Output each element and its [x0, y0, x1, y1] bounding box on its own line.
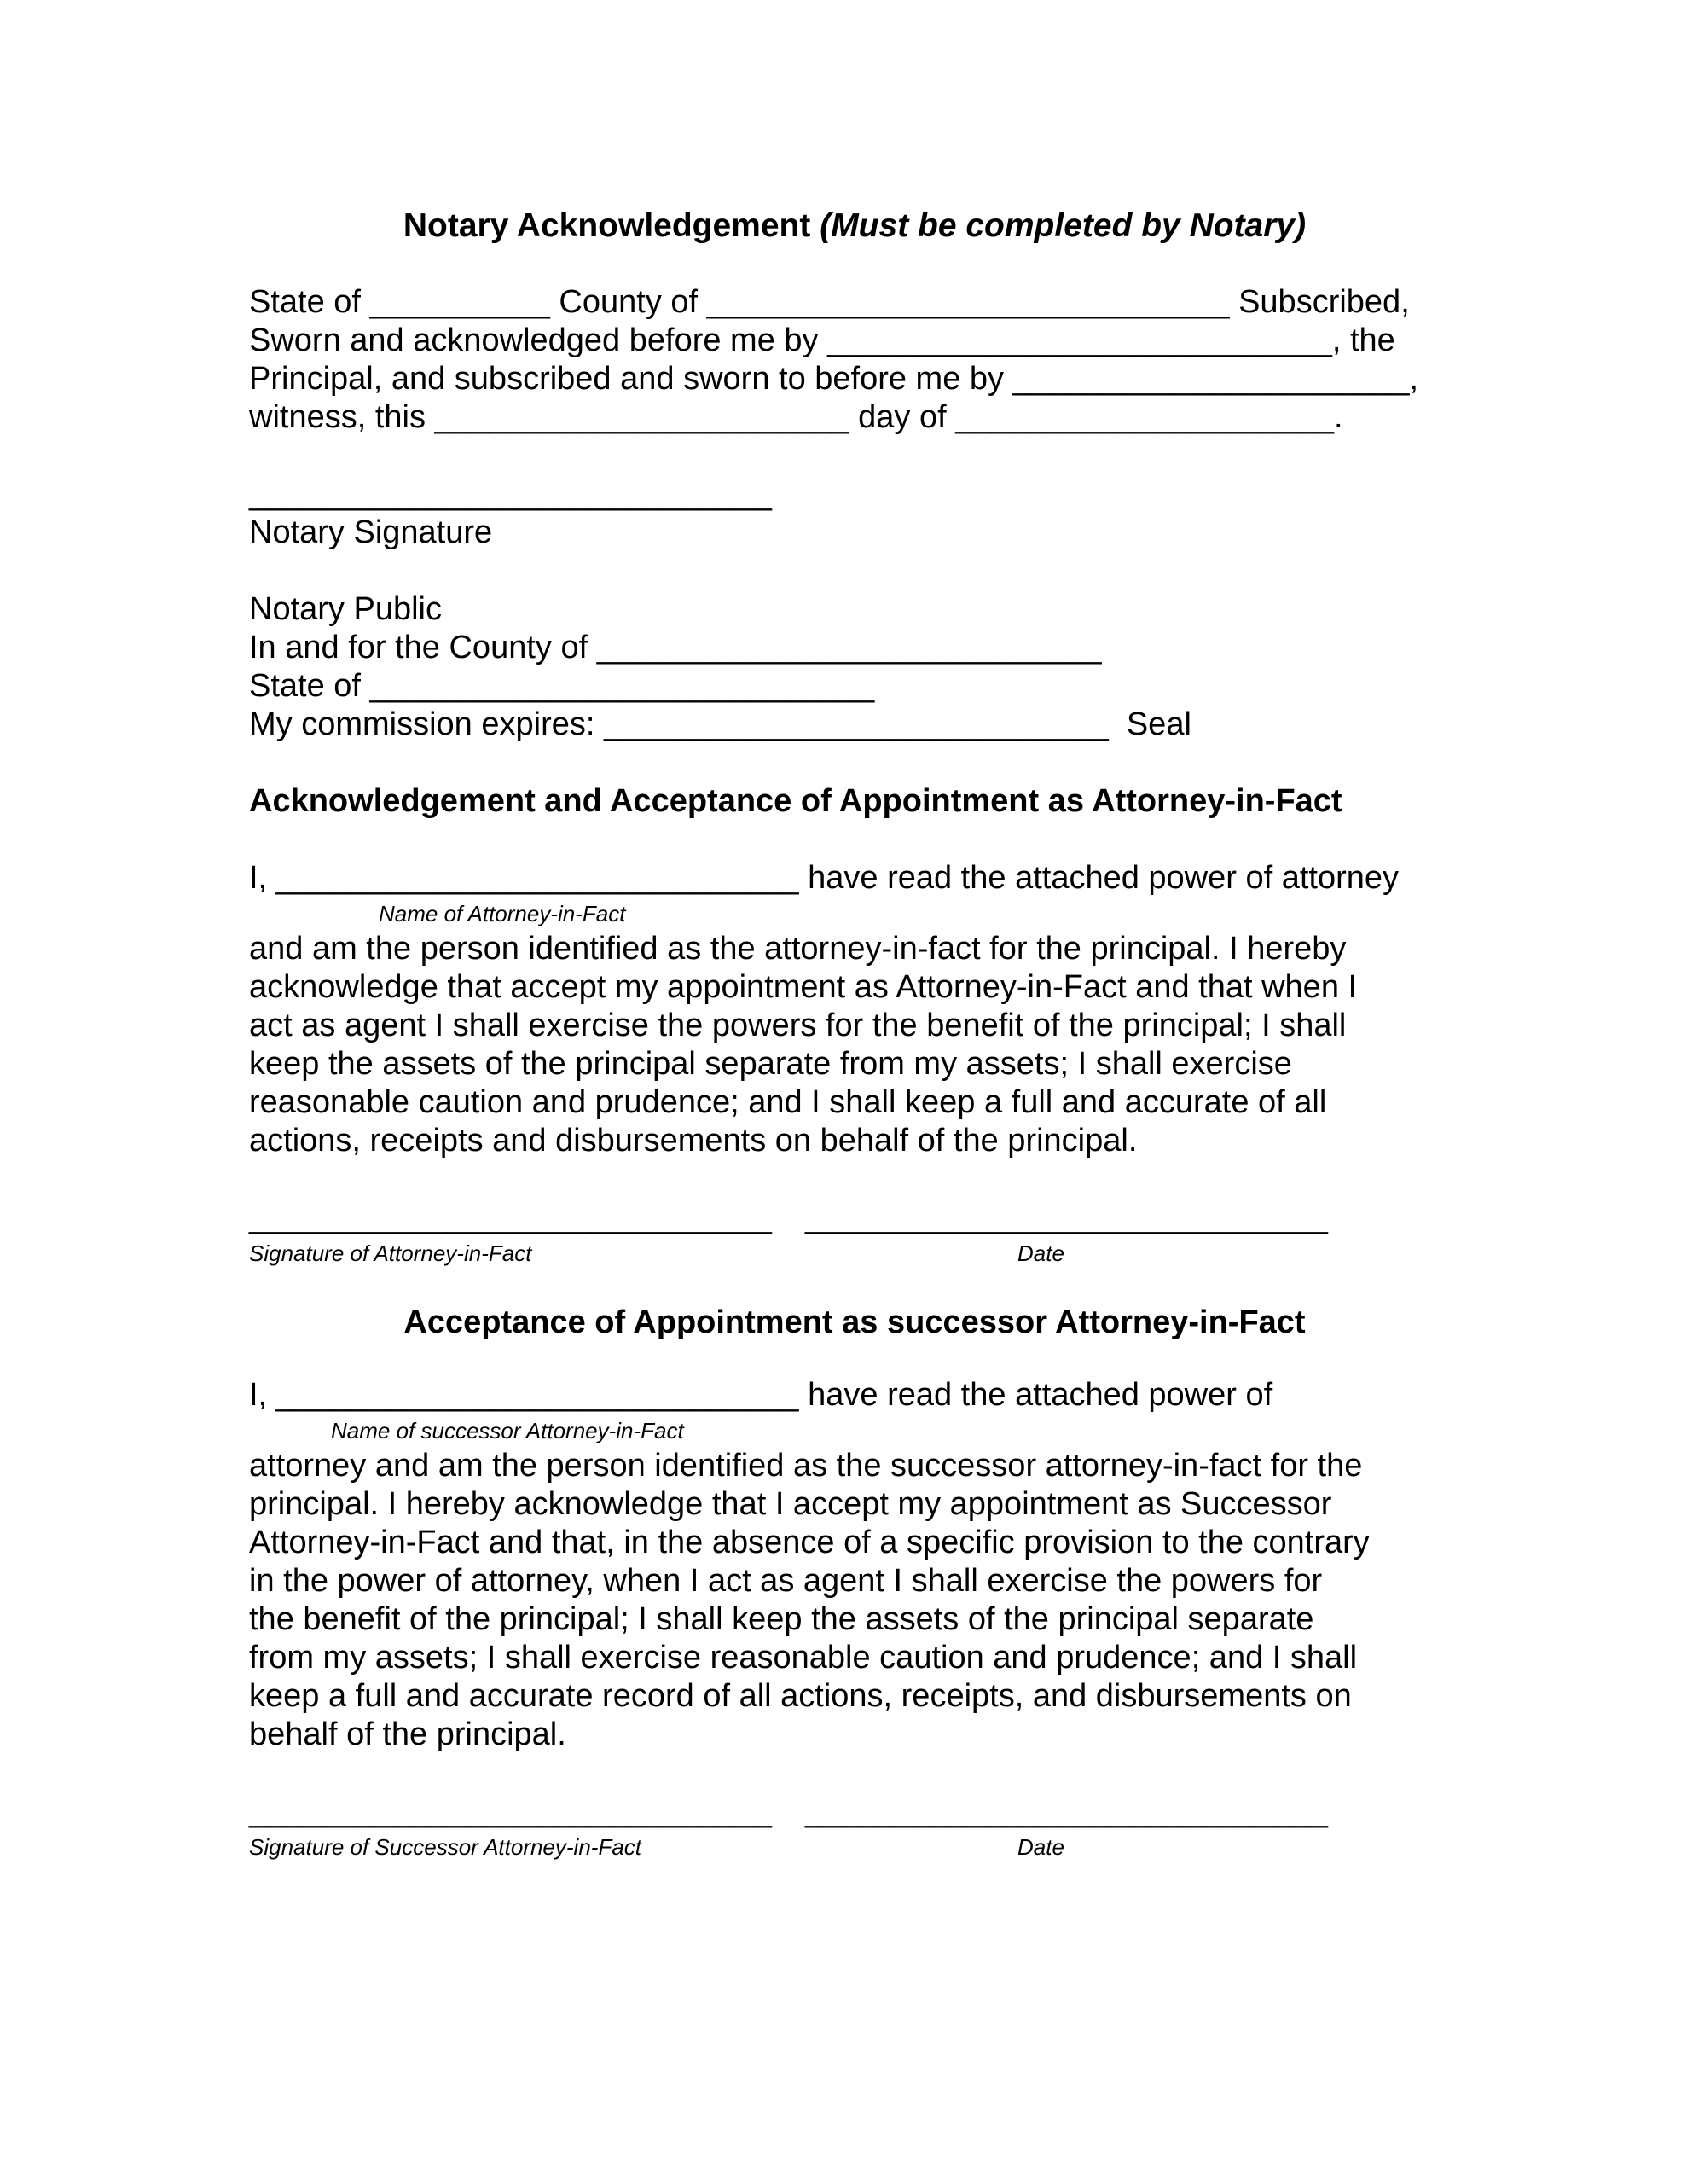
- document-content: [249, 206, 1460, 1863]
- successor-name-caption: Name of successor Attorney-in-Fact: [331, 1418, 684, 1443]
- spacer: [249, 1160, 1460, 1199]
- notary-signature-blank-line: _____________________________: [249, 476, 772, 512]
- notary-public-label: Notary Public: [249, 591, 442, 627]
- aif-body-line: actions, receipts and disbursements on behalf of the principal.: [249, 1123, 1138, 1159]
- heading-acknowledgement-aif: Acknowledgement and Acceptance of Appointment as Attorney-in-Fact: [249, 783, 1342, 819]
- notary-paragraph-line: Principal, and subscribed and sworn to before me by ______________________,: [249, 361, 1419, 397]
- successor-body-line: Attorney-in-Fact and that, in the absence of a specific provision to the contrary: [249, 1525, 1370, 1560]
- heading-acceptance-successor: Acceptance of Appointment as successor Attorney-in-Fact: [403, 1304, 1306, 1340]
- spacer: [249, 744, 1460, 782]
- aif-name-caption: Name of Attorney-in-Fact: [379, 901, 626, 926]
- notary-ack-paragraph: [249, 283, 1460, 437]
- notary-signature-label: Notary Signature: [249, 514, 493, 550]
- successor-body-line: the benefit of the principal; I shall keep the assets of the principal separate: [249, 1601, 1314, 1637]
- successor-body-line: in the power of attorney, when I act as agent I shall exercise the powers for: [249, 1563, 1323, 1599]
- aif-date-blank-line: _____________________________: [805, 1199, 1328, 1235]
- spacer: [249, 1342, 1460, 1376]
- aif-signature-caption: Signature of Attorney-in-Fact: [249, 1240, 532, 1266]
- successor-intro-line: I, _____________________________ have read the attached power of: [249, 1377, 1273, 1413]
- aif-body-line: and am the person identified as the attorney-in-fact for the principal. I hereby: [249, 931, 1347, 967]
- aif-intro-line: I, _____________________________ have read the attached power of attorney: [249, 860, 1400, 896]
- successor-body-line: behalf of the principal.: [249, 1716, 566, 1752]
- successor-signature-caption: Signature of Successor Attorney-in-Fact: [249, 1834, 642, 1860]
- document-title-text: Notary Acknowledgement: [403, 207, 820, 244]
- successor-date-blank-line: _____________________________: [805, 1793, 1328, 1829]
- aif-body-paragraph: [249, 930, 1460, 1160]
- successor-body-line: from my assets; I shall exercise reasonable caution and prudence; and I shall: [249, 1640, 1358, 1676]
- spacer: [249, 552, 1460, 590]
- notary-paragraph-line: witness, this _______________________ day of _____________________.: [249, 399, 1343, 435]
- aif-signature-blank-line: _____________________________: [249, 1199, 772, 1235]
- successor-body-paragraph: [249, 1447, 1460, 1754]
- aif-signature-row: [249, 1199, 1460, 1269]
- spacer: [249, 1269, 1460, 1304]
- notary-commission-line: My commission expires: ____________________________ Seal: [249, 706, 1191, 742]
- successor-signature-row: [249, 1792, 1460, 1863]
- aif-body-line: reasonable caution and prudence; and I shall keep a full and accurate of all: [249, 1084, 1327, 1120]
- successor-signature-blank-line: _____________________________: [249, 1793, 772, 1829]
- aif-body-line: keep the assets of the principal separate from my assets; I shall exercise: [249, 1046, 1292, 1082]
- document-title-italic-note: (Must be completed by Notary): [820, 207, 1307, 244]
- notary-county-line: In and for the County of ____________________________: [249, 630, 1102, 665]
- spacer: [249, 437, 1460, 475]
- notary-paragraph-line: State of __________ County of _____________________________ Subscribed,: [249, 284, 1410, 320]
- spacer: [249, 821, 1460, 859]
- aif-body-line: act as agent I shall exercise the powers for the benefit of the principal; I shall: [249, 1008, 1347, 1043]
- aif-body-line: acknowledge that accept my appointment as Attorney-in-Fact and that when I: [249, 969, 1358, 1005]
- notary-public-block: [249, 590, 1460, 744]
- notary-paragraph-line: Sworn and acknowledged before me by ____________________________, the: [249, 322, 1395, 358]
- successor-body-line: attorney and am the person identified as the successor attorney-in-fact for the: [249, 1448, 1363, 1484]
- successor-body-line: keep a full and accurate record of all actions, receipts, and disbursements on: [249, 1678, 1352, 1714]
- successor-body-line: principal. I hereby acknowledge that I accept my appointment as Successor: [249, 1486, 1332, 1522]
- document-title: [249, 206, 1460, 245]
- spacer: [249, 1754, 1460, 1792]
- spacer: [249, 245, 1460, 283]
- notary-state-line: State of ____________________________: [249, 668, 875, 704]
- successor-date-caption: Date: [1017, 1834, 1064, 1860]
- aif-date-caption: Date: [1017, 1240, 1064, 1266]
